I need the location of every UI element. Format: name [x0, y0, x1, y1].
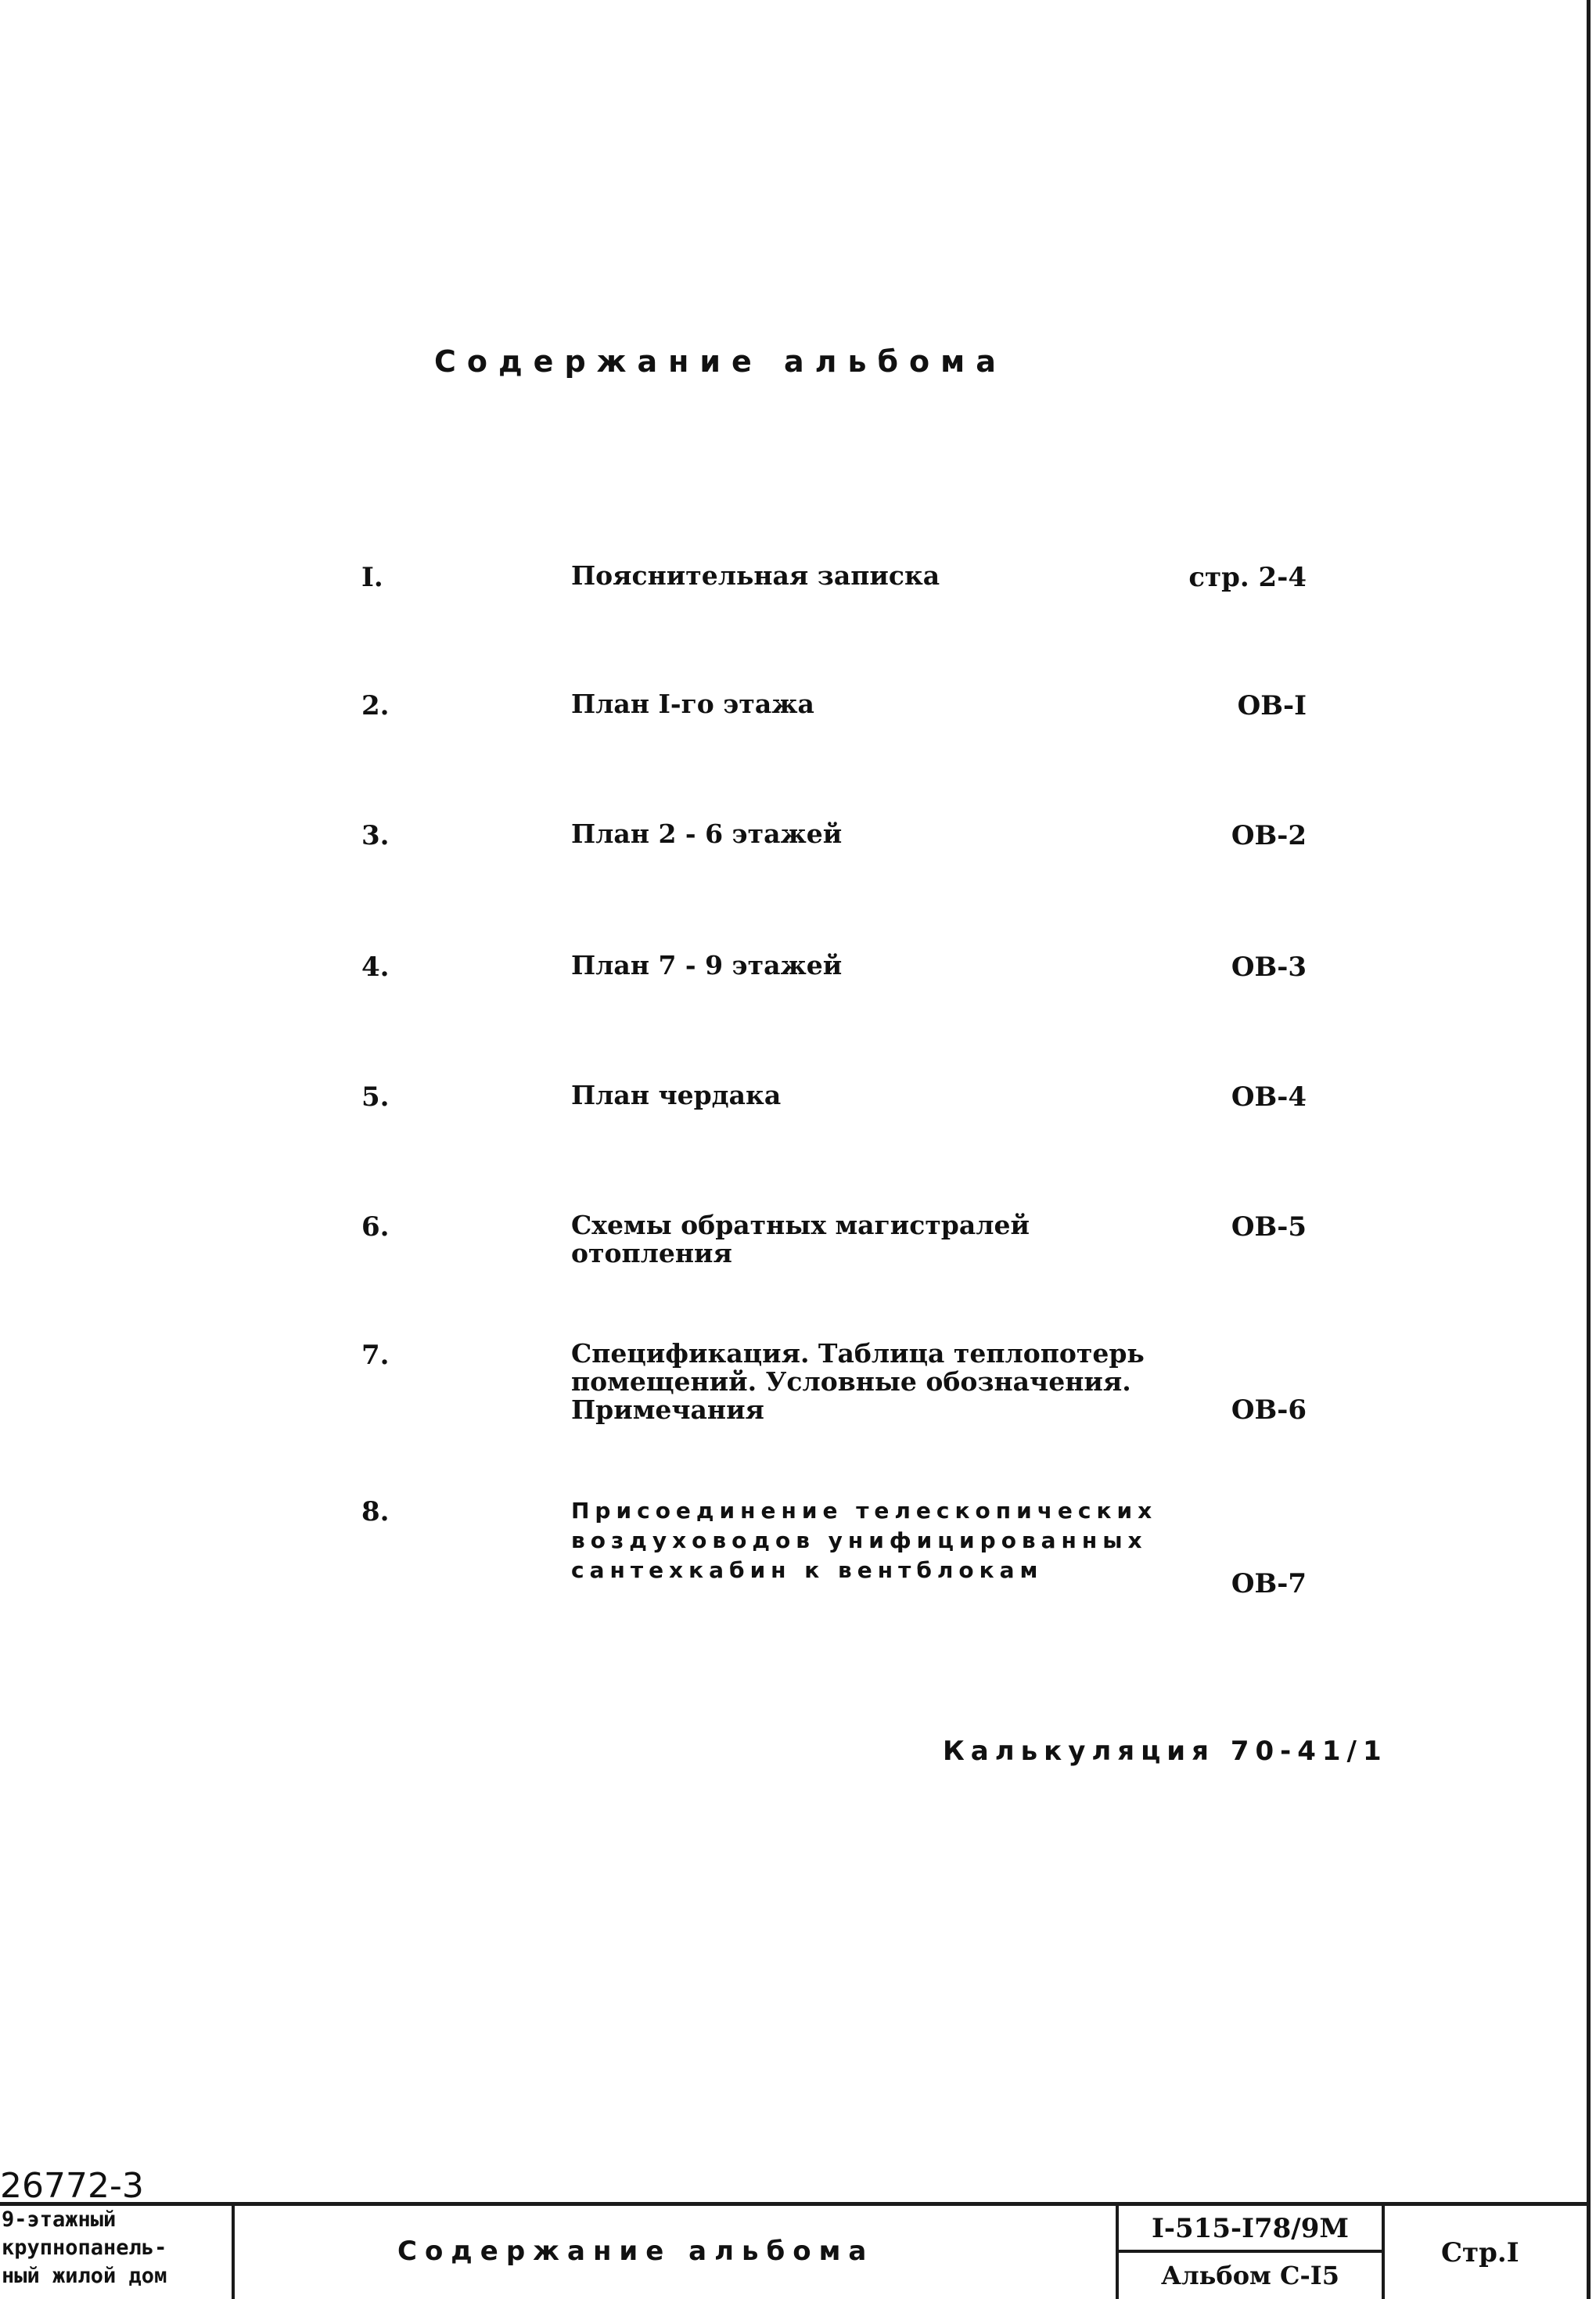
project-name-cell — [0, 2206, 235, 2299]
toc-text: План I-го этажа — [571, 689, 814, 719]
toc-number: 8. — [361, 1496, 390, 1527]
toc-number: 4. — [361, 952, 390, 983]
toc-number: 5. — [361, 1081, 390, 1113]
project-line: 9-этажный — [2, 2207, 117, 2232]
page-cell — [1385, 2206, 1591, 2299]
toc-ref: ОВ-I — [1237, 690, 1307, 721]
toc-ref: ОВ-3 — [1231, 952, 1307, 983]
page-number: Стр.I — [1441, 2237, 1519, 2268]
series-cell — [1119, 2206, 1385, 2299]
toc-ref: ОВ-6 — [1231, 1394, 1307, 1426]
calculation-value: 70-41/1 — [1230, 1736, 1388, 1767]
toc-number: I. — [361, 562, 383, 593]
title-block — [0, 2202, 1591, 2299]
frame-border — [1587, 0, 1591, 2299]
toc-text: Схемы обратных магистралей отопления — [571, 1210, 1030, 1268]
inventory-number: 26772-3 — [0, 2166, 144, 2206]
toc-ref: ОВ-5 — [1231, 1211, 1307, 1243]
toc-ref: ОВ-7 — [1231, 1568, 1307, 1599]
toc-ref: стр. 2-4 — [1188, 562, 1307, 593]
sheet-title: Содержание альбома — [397, 2236, 875, 2267]
calculation-label: Калькуляция — [943, 1736, 1215, 1767]
toc-text: План чердака — [571, 1080, 782, 1110]
toc-number: 7. — [361, 1340, 390, 1371]
sheet-title-cell — [235, 2206, 1119, 2299]
toc-ref: ОВ-4 — [1231, 1081, 1307, 1113]
toc-number: 6. — [361, 1211, 390, 1243]
project-line: ный жилой дом — [2, 2264, 167, 2288]
toc-ref: ОВ-2 — [1231, 820, 1307, 851]
toc-text: Пояснительная записка — [571, 560, 940, 591]
toc-text: Присоединение телескопических воздуховодов унифицированных сантехкабин к вентблокам — [571, 1498, 1158, 1583]
toc-text: Спецификация. Таблица теплопотерь помещений. Условные обозначения. Примечания — [571, 1338, 1145, 1425]
calculation-note — [943, 1736, 1388, 1767]
page-title: Содержание альбома — [434, 344, 1007, 379]
toc-text: План 7 - 9 этажей — [571, 950, 843, 980]
toc-number: 3. — [361, 820, 390, 851]
album-code: Альбом С-I5 — [1161, 2261, 1339, 2290]
project-line: крупнопанель- — [2, 2236, 167, 2260]
toc-number: 2. — [361, 690, 390, 721]
series-code: I-515-I78/9М — [1119, 2207, 1382, 2253]
toc-text: План 2 - 6 этажей — [571, 819, 843, 849]
